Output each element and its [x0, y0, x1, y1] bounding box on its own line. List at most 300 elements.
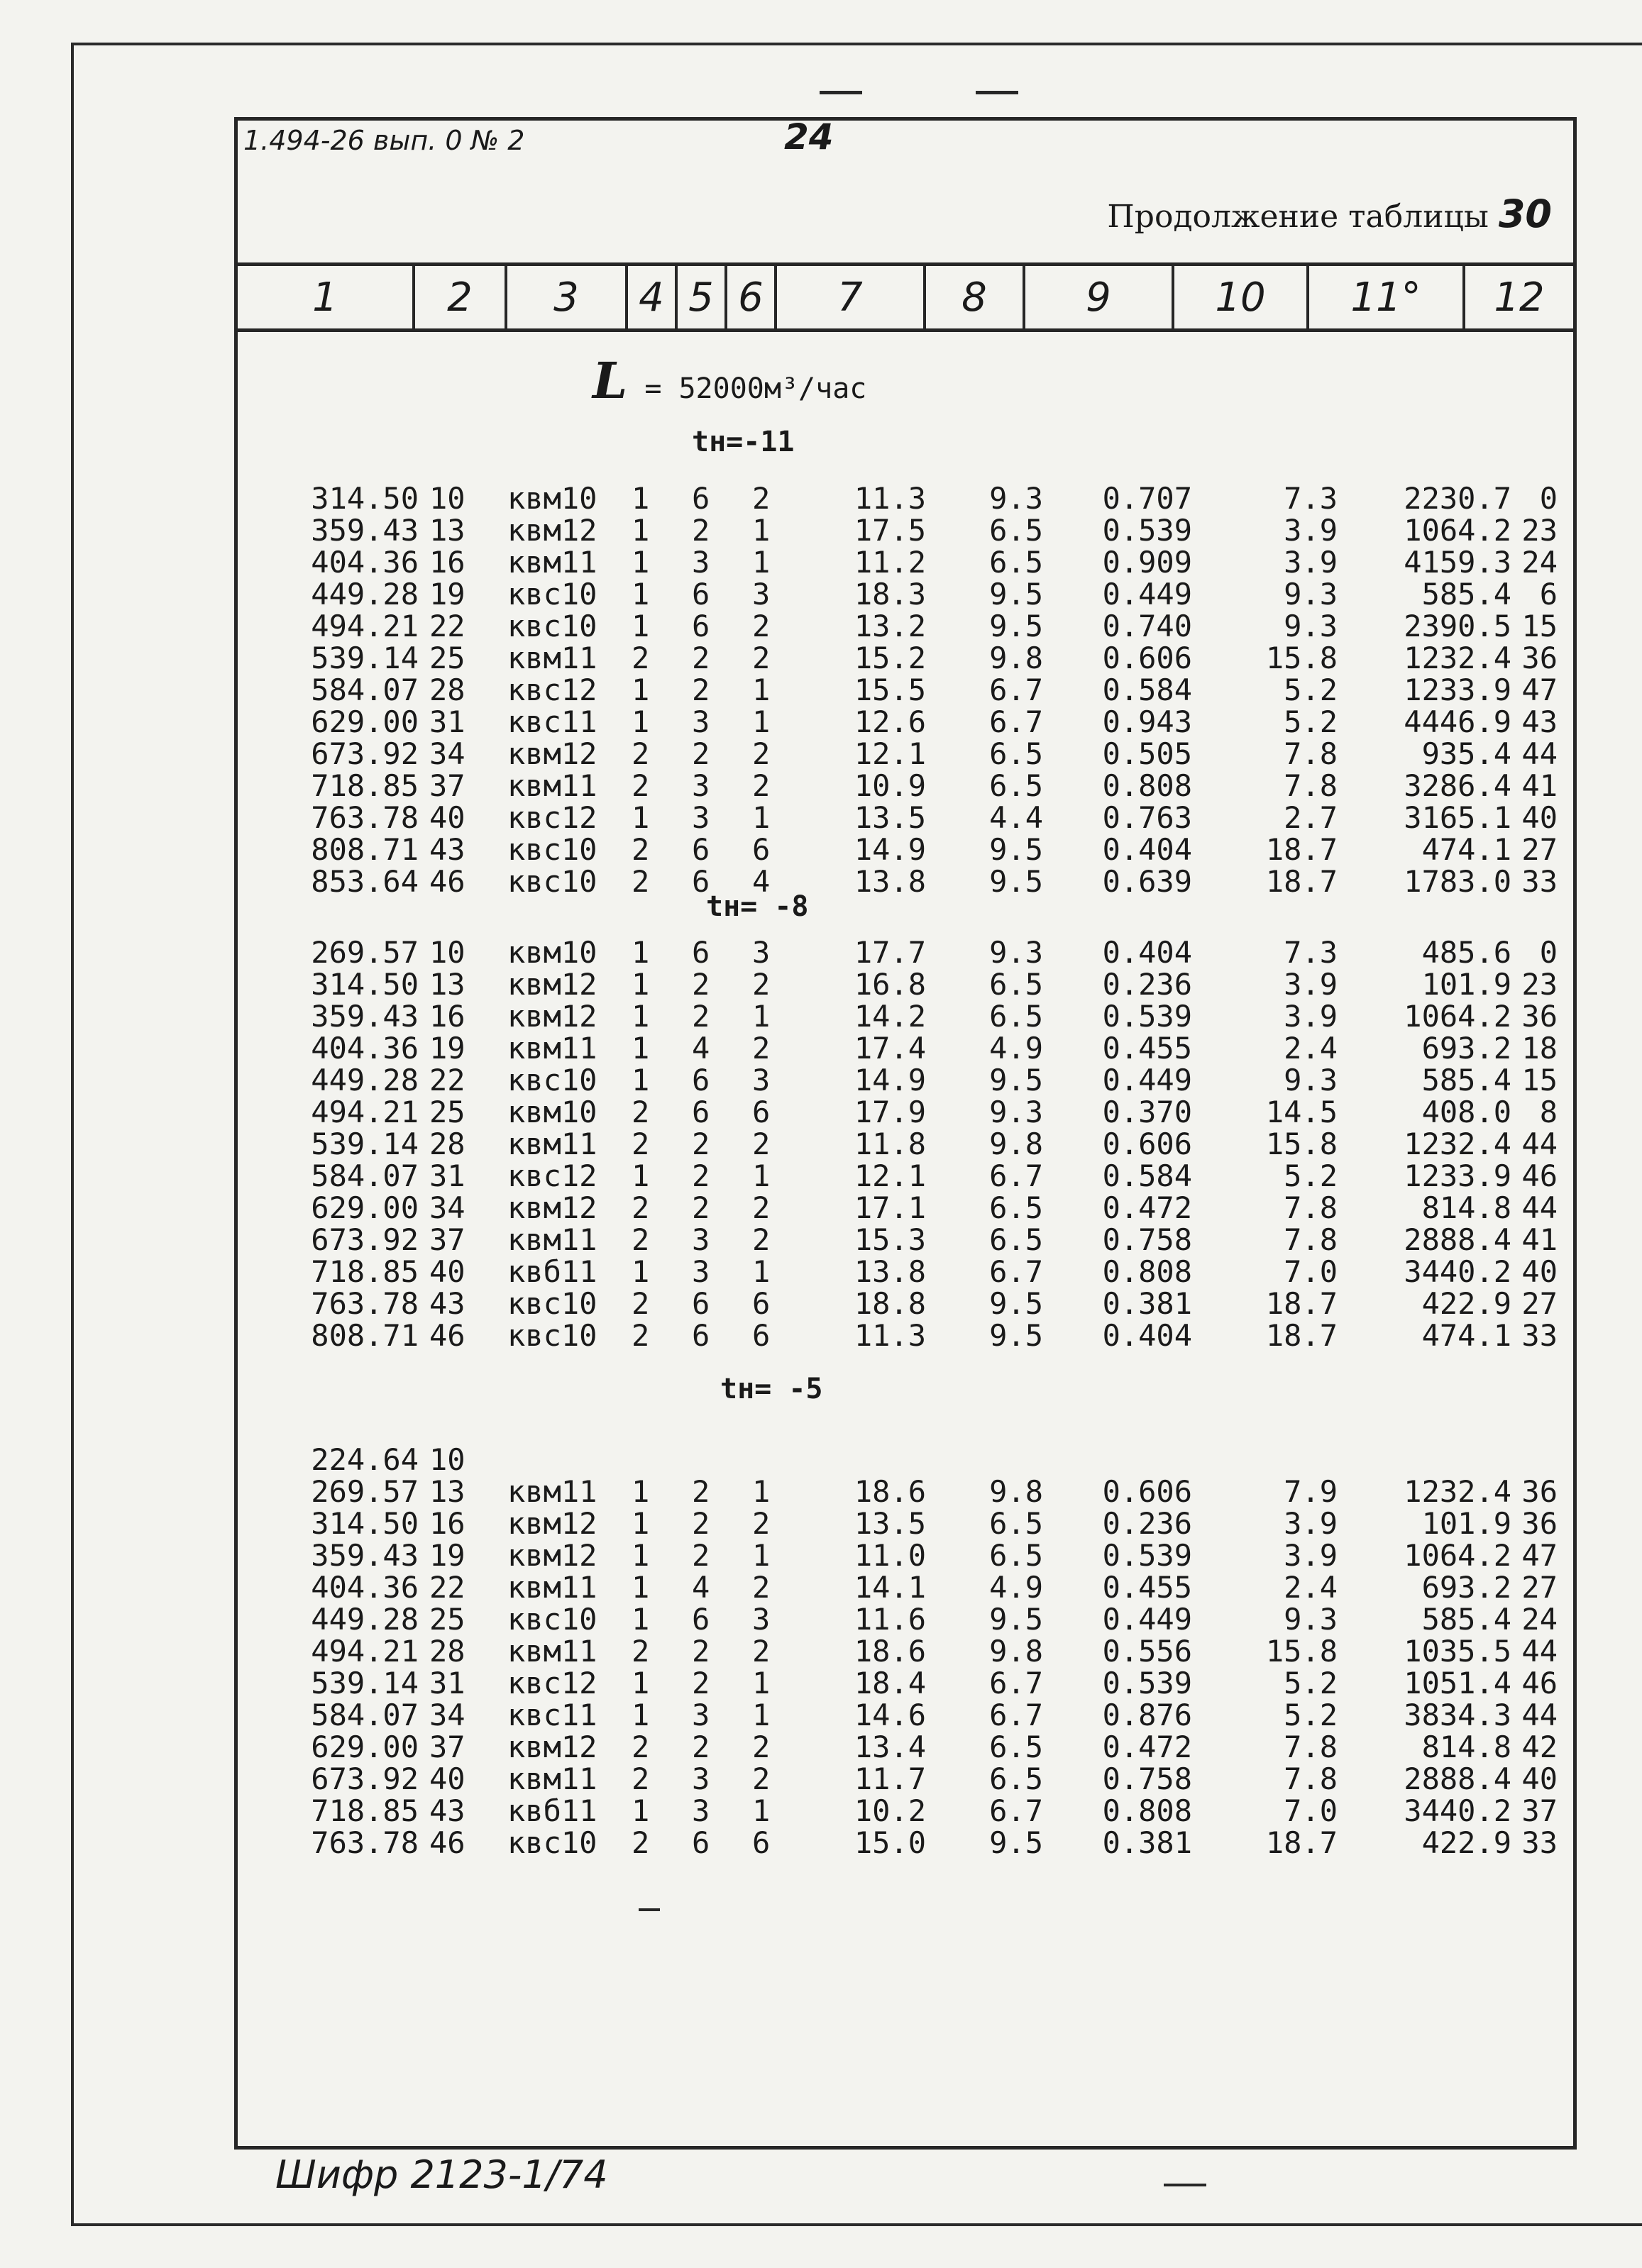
cell-col-6: 6: [752, 1095, 771, 1129]
column-header-6: 6: [727, 266, 777, 328]
cell-col-3: квм12: [507, 513, 597, 548]
cell-col-7: 10.9: [854, 768, 926, 803]
table-row: [238, 770, 1573, 802]
cell-col-5: 2: [692, 1506, 710, 1541]
cell-col-12: 6: [1539, 577, 1558, 612]
column-header-3: 3: [507, 266, 628, 328]
table-row: [238, 674, 1573, 706]
cell-col-9: 0.370: [1102, 1095, 1192, 1129]
cell-col-12: 18: [1521, 1031, 1558, 1066]
column-header-1: 1: [238, 266, 415, 328]
table-row: [238, 482, 1573, 514]
cell-col-4: 2: [632, 864, 650, 899]
cell-col-11: 1232.4: [1404, 1127, 1511, 1161]
cell-col-1: 673.92: [311, 1761, 419, 1796]
cell-col-8: 9.5: [989, 832, 1043, 867]
cell-col-8: 6.5: [989, 1538, 1043, 1573]
table-row: [238, 1795, 1573, 1827]
cell-col-3: квс10: [507, 864, 597, 899]
cell-col-10: 15.8: [1265, 1127, 1338, 1161]
cell-col-7: 18.6: [854, 1474, 926, 1509]
cell-col-6: 2: [752, 1127, 771, 1161]
cell-col-1: 449.28: [311, 577, 419, 612]
cell-col-11: 1051.4: [1404, 1666, 1511, 1700]
cell-col-5: 2: [692, 1730, 710, 1764]
cell-col-12: 27: [1521, 832, 1558, 867]
cell-col-7: 11.3: [854, 481, 926, 516]
cell-col-9: 0.808: [1102, 1793, 1192, 1828]
cell-col-7: 11.3: [854, 1318, 926, 1353]
cell-col-6: 2: [752, 1634, 771, 1669]
cell-col-9: 0.236: [1102, 967, 1192, 1002]
cell-col-5: 6: [692, 1286, 710, 1321]
cell-col-1: 539.14: [311, 1666, 419, 1700]
cell-col-12: 44: [1521, 1127, 1558, 1161]
cell-col-10: 7.8: [1284, 1761, 1338, 1796]
cell-col-1: 629.00: [311, 1730, 419, 1764]
group-label-2: tн= -8: [706, 890, 809, 923]
cell-col-1: 539.14: [311, 1127, 419, 1161]
cell-col-12: 23: [1521, 967, 1558, 1002]
cell-col-1: 359.43: [311, 999, 419, 1034]
cell-col-3: квм12: [507, 1538, 597, 1573]
cell-col-2: 22: [429, 609, 465, 643]
cell-col-12: 0: [1539, 935, 1558, 970]
cell-col-11: 2888.4: [1404, 1222, 1511, 1257]
cell-col-12: 40: [1521, 1254, 1558, 1289]
cell-col-9: 0.236: [1102, 1506, 1192, 1541]
cell-col-8: 6.7: [989, 1158, 1043, 1193]
cell-col-12: 44: [1521, 1634, 1558, 1669]
cell-col-4: 1: [632, 1666, 650, 1700]
table-row: [238, 834, 1573, 865]
cell-col-5: 6: [692, 481, 710, 516]
table-row: [238, 1064, 1573, 1096]
cell-col-4: 1: [632, 1602, 650, 1637]
cell-col-4: 1: [632, 999, 650, 1034]
cell-col-5: 3: [692, 1698, 710, 1732]
cell-col-4: 1: [632, 1793, 650, 1828]
cell-col-12: 15: [1521, 609, 1558, 643]
cell-col-3: квс10: [507, 832, 597, 867]
cell-col-5: 3: [692, 1761, 710, 1796]
cell-col-6: 1: [752, 1158, 771, 1193]
cell-col-9: 0.505: [1102, 736, 1192, 771]
cell-col-10: 14.5: [1265, 1095, 1338, 1129]
cell-col-1: 359.43: [311, 513, 419, 548]
cell-col-1: 449.28: [311, 1602, 419, 1637]
cell-col-6: 1: [752, 704, 771, 739]
cell-col-11: 693.2: [1421, 1031, 1511, 1066]
cell-col-5: 6: [692, 935, 710, 970]
table-row: [238, 514, 1573, 546]
cell-col-7: 11.6: [854, 1602, 926, 1637]
cell-col-12: 47: [1521, 1538, 1558, 1573]
cell-col-3: квм12: [507, 1190, 597, 1225]
cell-col-1: 718.85: [311, 1254, 419, 1289]
table-row: [238, 1224, 1573, 1256]
cell-col-3: квс11: [507, 704, 597, 739]
cell-col-2: 31: [429, 1666, 465, 1700]
cell-col-6: 2: [752, 1761, 771, 1796]
cell-col-9: 0.606: [1102, 1474, 1192, 1509]
cell-col-6: 2: [752, 1222, 771, 1257]
cell-col-2: 25: [429, 1095, 465, 1129]
cell-col-2: 31: [429, 704, 465, 739]
cell-col-12: 44: [1521, 1698, 1558, 1732]
cell-col-10: 7.9: [1284, 1474, 1338, 1509]
cell-col-4: 1: [632, 513, 650, 548]
cell-col-6: 1: [752, 513, 771, 548]
group-label-1: tн=-11: [692, 426, 795, 458]
cell-col-4: 2: [632, 1222, 650, 1257]
cell-col-6: 1: [752, 800, 771, 835]
cell-col-9: 0.381: [1102, 1286, 1192, 1321]
cell-col-7: 17.4: [854, 1031, 926, 1066]
cell-col-2: 13: [429, 967, 465, 1002]
cell-col-10: 3.9: [1284, 1506, 1338, 1541]
cell-col-3: квм11: [507, 545, 597, 580]
cell-col-6: 4: [752, 864, 771, 899]
cell-col-1: 808.71: [311, 1318, 419, 1353]
cell-col-8: 6.5: [989, 967, 1043, 1002]
cell-col-9: 0.404: [1102, 1318, 1192, 1353]
footer-code: Шифр 2123-1/74: [275, 2152, 608, 2197]
cell-col-12: 24: [1521, 545, 1558, 580]
cell-col-10: 15.8: [1265, 1634, 1338, 1669]
cell-col-9: 0.606: [1102, 1127, 1192, 1161]
cell-col-1: 494.21: [311, 1095, 419, 1129]
cell-col-2: 37: [429, 768, 465, 803]
cell-col-6: 1: [752, 1666, 771, 1700]
flow-symbol: L: [593, 351, 628, 410]
cell-col-3: квс10: [507, 1318, 597, 1353]
cell-col-2: 13: [429, 513, 465, 548]
cell-col-5: 2: [692, 736, 710, 771]
cell-col-4: 1: [632, 577, 650, 612]
cell-col-3: квс11: [507, 1698, 597, 1732]
cell-col-4: 1: [632, 800, 650, 835]
sheet-number: 24: [784, 116, 834, 157]
cell-col-6: 6: [752, 1286, 771, 1321]
cell-col-4: 2: [632, 1318, 650, 1353]
cell-col-4: 2: [632, 1190, 650, 1225]
cell-col-6: 3: [752, 1063, 771, 1097]
table-row: [238, 968, 1573, 1000]
cell-col-9: 0.584: [1102, 1158, 1192, 1193]
cell-col-3: квм11: [507, 768, 597, 803]
cell-col-10: 9.3: [1284, 609, 1338, 643]
cell-col-7: 12.1: [854, 736, 926, 771]
cell-col-9: 0.381: [1102, 1825, 1192, 1860]
table-row: [238, 706, 1573, 738]
cell-col-6: 1: [752, 1254, 771, 1289]
cell-col-6: 3: [752, 577, 771, 612]
cell-col-9: 0.639: [1102, 864, 1192, 899]
cell-col-3: квс12: [507, 1158, 597, 1193]
cell-col-10: 7.0: [1284, 1254, 1338, 1289]
cell-col-8: 6.5: [989, 768, 1043, 803]
cell-col-1: 763.78: [311, 1286, 419, 1321]
cell-col-11: 101.9: [1421, 967, 1511, 1002]
cell-col-6: 2: [752, 1730, 771, 1764]
table-row: [238, 546, 1573, 578]
cell-col-11: 2888.4: [1404, 1761, 1511, 1796]
cell-col-1: 314.50: [311, 1506, 419, 1541]
cell-col-7: 18.4: [854, 1666, 926, 1700]
cell-col-10: 9.3: [1284, 1602, 1338, 1637]
cell-col-10: 3.9: [1284, 1538, 1338, 1573]
cell-col-5: 3: [692, 800, 710, 835]
cell-col-4: 2: [632, 768, 650, 803]
cell-col-7: 15.0: [854, 1825, 926, 1860]
table-row: [238, 738, 1573, 770]
column-header-9: 9: [1025, 266, 1174, 328]
cell-col-1: 314.50: [311, 967, 419, 1002]
table-row: [238, 1192, 1573, 1224]
cell-col-7: 12.6: [854, 704, 926, 739]
cell-col-9: 0.472: [1102, 1190, 1192, 1225]
cell-col-4: 1: [632, 1031, 650, 1066]
cell-col-7: 13.8: [854, 864, 926, 899]
cell-col-12: 40: [1521, 800, 1558, 835]
cell-col-1: 494.21: [311, 1634, 419, 1669]
cell-col-9: 0.707: [1102, 481, 1192, 516]
cell-col-8: 9.8: [989, 1634, 1043, 1669]
cell-col-3: квс10: [507, 1825, 597, 1860]
cell-col-4: 1: [632, 1158, 650, 1193]
cell-col-6: 2: [752, 481, 771, 516]
cell-col-10: 5.2: [1284, 1666, 1338, 1700]
cell-col-11: 4446.9: [1404, 704, 1511, 739]
cell-col-1: 673.92: [311, 736, 419, 771]
cell-col-7: 11.0: [854, 1538, 926, 1573]
cell-col-2: 46: [429, 1825, 465, 1860]
cell-col-9: 0.584: [1102, 673, 1192, 707]
cell-col-4: 2: [632, 641, 650, 675]
cell-col-8: 9.5: [989, 864, 1043, 899]
cell-col-3: квс12: [507, 800, 597, 835]
cell-col-9: 0.539: [1102, 1666, 1192, 1700]
cell-col-11: 1232.4: [1404, 641, 1511, 675]
cell-col-1: 449.28: [311, 1063, 419, 1097]
cell-col-7: 13.5: [854, 1506, 926, 1541]
cell-col-2: 34: [429, 736, 465, 771]
cell-col-7: 15.3: [854, 1222, 926, 1257]
cell-col-12: 33: [1521, 1825, 1558, 1860]
cell-col-11: 814.8: [1421, 1190, 1511, 1225]
cell-col-4: 2: [632, 1730, 650, 1764]
cell-col-11: 1232.4: [1404, 1474, 1511, 1509]
cell-col-2: 25: [429, 641, 465, 675]
cell-col-3: квс10: [507, 609, 597, 643]
cell-col-9: 0.876: [1102, 1698, 1192, 1732]
cell-col-8: 9.5: [989, 1825, 1043, 1860]
cell-col-1: 629.00: [311, 704, 419, 739]
cell-col-11: 4159.3: [1404, 545, 1511, 580]
cell-col-12: 8: [1539, 1095, 1558, 1129]
cell-col-8: 9.5: [989, 1602, 1043, 1637]
cell-col-6: 6: [752, 832, 771, 867]
cell-col-11: 3440.2: [1404, 1254, 1511, 1289]
cell-col-7: 13.4: [854, 1730, 926, 1764]
cell-col-4: 2: [632, 1286, 650, 1321]
cell-col-4: 1: [632, 673, 650, 707]
cell-col-11: 2390.5: [1404, 609, 1511, 643]
cell-col-12: 15: [1521, 1063, 1558, 1097]
cell-col-4: 1: [632, 1570, 650, 1605]
cell-col-11: 485.6: [1421, 935, 1511, 970]
table-row: [238, 1699, 1573, 1731]
cell-col-5: 3: [692, 768, 710, 803]
cell-col-12: 23: [1521, 513, 1558, 548]
cell-col-5: 2: [692, 1190, 710, 1225]
cell-col-10: 2.4: [1284, 1031, 1338, 1066]
cell-col-7: 11.2: [854, 545, 926, 580]
doc-code: 1.494-26 вып. 0 № 2: [243, 125, 525, 156]
cell-col-10: 18.7: [1265, 832, 1338, 867]
cell-col-10: 5.2: [1284, 704, 1338, 739]
cell-col-9: 0.943: [1102, 704, 1192, 739]
cell-col-8: 9.5: [989, 1063, 1043, 1097]
cell-col-4: 2: [632, 1634, 650, 1669]
cell-col-7: 13.5: [854, 800, 926, 835]
cell-col-5: 3: [692, 704, 710, 739]
cell-col-5: 4: [692, 1031, 710, 1066]
cell-col-3: квб11: [507, 1793, 597, 1828]
cell-col-6: 1: [752, 1793, 771, 1828]
column-header-row: [238, 262, 1573, 332]
cell-col-1: 539.14: [311, 641, 419, 675]
cell-col-12: 41: [1521, 768, 1558, 803]
cell-col-12: 33: [1521, 1318, 1558, 1353]
cell-col-7: 13.2: [854, 609, 926, 643]
cell-col-4: 1: [632, 704, 650, 739]
table-row: [238, 1320, 1573, 1351]
cell-col-2: 10: [429, 935, 465, 970]
cell-col-11: 3165.1: [1404, 800, 1511, 835]
cell-col-7: 18.3: [854, 577, 926, 612]
cell-col-10: 18.7: [1265, 1825, 1338, 1860]
cell-col-4: 1: [632, 1474, 650, 1509]
cell-col-12: 41: [1521, 1222, 1558, 1257]
cell-col-8: 9.8: [989, 641, 1043, 675]
cell-col-12: 24: [1521, 1602, 1558, 1637]
cell-col-10: 7.3: [1284, 935, 1338, 970]
cell-col-4: 2: [632, 736, 650, 771]
cell-col-2: 28: [429, 1127, 465, 1161]
cell-col-11: 1233.9: [1404, 1158, 1511, 1193]
cell-col-3: квм11: [507, 1634, 597, 1669]
cell-col-3: квм11: [507, 1474, 597, 1509]
cell-col-6: 2: [752, 641, 771, 675]
table-row: [238, 1128, 1573, 1160]
cell-col-12: 36: [1521, 999, 1558, 1034]
cell-col-8: 9.8: [989, 1127, 1043, 1161]
cell-col-6: 6: [752, 1825, 771, 1860]
cell-col-11: 474.1: [1421, 832, 1511, 867]
cell-col-4: 2: [632, 1095, 650, 1129]
table-row: [238, 1827, 1573, 1859]
cell-col-5: 6: [692, 1063, 710, 1097]
column-header-4: 4: [628, 266, 678, 328]
column-header-5: 5: [678, 266, 727, 328]
cell-col-11: 1783.0: [1404, 864, 1511, 899]
cell-col-1: 314.50: [311, 481, 419, 516]
table-row: [238, 1667, 1573, 1699]
table-row: [238, 1635, 1573, 1667]
cell-col-2: 40: [429, 1254, 465, 1289]
table-row: [238, 865, 1573, 897]
cell-col-3: квм11: [507, 1031, 597, 1066]
cell-col-12: 44: [1521, 1190, 1558, 1225]
cell-col-10: 5.2: [1284, 1158, 1338, 1193]
cell-col-8: 6.5: [989, 736, 1043, 771]
cell-col-8: 6.7: [989, 1793, 1043, 1828]
cell-col-7: 15.2: [854, 641, 926, 675]
cell-col-2: 10: [429, 481, 465, 516]
flow-value: = 52000м³/час: [644, 372, 867, 405]
cell-col-2: 13: [429, 1474, 465, 1509]
cell-col-10: 3.9: [1284, 967, 1338, 1002]
cell-col-6: 2: [752, 609, 771, 643]
cell-col-11: 585.4: [1421, 1602, 1511, 1637]
cell-col-10: 7.8: [1284, 736, 1338, 771]
cell-col-2: 34: [429, 1190, 465, 1225]
cell-col-1: 584.07: [311, 1698, 419, 1732]
cell-col-5: 2: [692, 1127, 710, 1161]
cell-col-9: 0.449: [1102, 577, 1192, 612]
cell-col-9: 0.740: [1102, 609, 1192, 643]
cell-col-9: 0.606: [1102, 641, 1192, 675]
cell-col-6: 2: [752, 768, 771, 803]
cell-col-12: 40: [1521, 1761, 1558, 1796]
cell-col-7: 12.1: [854, 1158, 926, 1193]
cell-col-2: 25: [429, 1602, 465, 1637]
cell-col-8: 9.5: [989, 1318, 1043, 1353]
cell-col-6: 1: [752, 673, 771, 707]
cell-col-5: 2: [692, 1538, 710, 1573]
cell-col-1: 808.71: [311, 832, 419, 867]
cell-col-9: 0.556: [1102, 1634, 1192, 1669]
cell-col-4: 1: [632, 967, 650, 1002]
cell-col-7: 16.8: [854, 967, 926, 1002]
cell-col-11: 693.2: [1421, 1570, 1511, 1605]
cell-col-12: 42: [1521, 1730, 1558, 1764]
cell-col-5: 6: [692, 1825, 710, 1860]
cell-col-1: 269.57: [311, 1474, 419, 1509]
cell-col-9: 0.909: [1102, 545, 1192, 580]
cell-col-3: квс12: [507, 1666, 597, 1700]
cell-col-5: 2: [692, 673, 710, 707]
cell-col-1: 763.78: [311, 800, 419, 835]
cell-col-6: 6: [752, 1318, 771, 1353]
table-row: [238, 1476, 1573, 1508]
cell-col-2: 37: [429, 1730, 465, 1764]
table-row: [238, 1571, 1573, 1603]
cell-col-10: 9.3: [1284, 577, 1338, 612]
cell-col-3: квм11: [507, 1570, 597, 1605]
cell-col-8: 6.5: [989, 513, 1043, 548]
cell-col-2: 16: [429, 1506, 465, 1541]
cell-col-2: 28: [429, 673, 465, 707]
cell-col-5: 2: [692, 999, 710, 1034]
cell-col-5: 2: [692, 513, 710, 548]
cell-col-3: квс10: [507, 577, 597, 612]
cell-col-2: 10: [429, 1442, 465, 1477]
cell-col-12: 0: [1539, 481, 1558, 516]
cell-col-2: 22: [429, 1570, 465, 1605]
